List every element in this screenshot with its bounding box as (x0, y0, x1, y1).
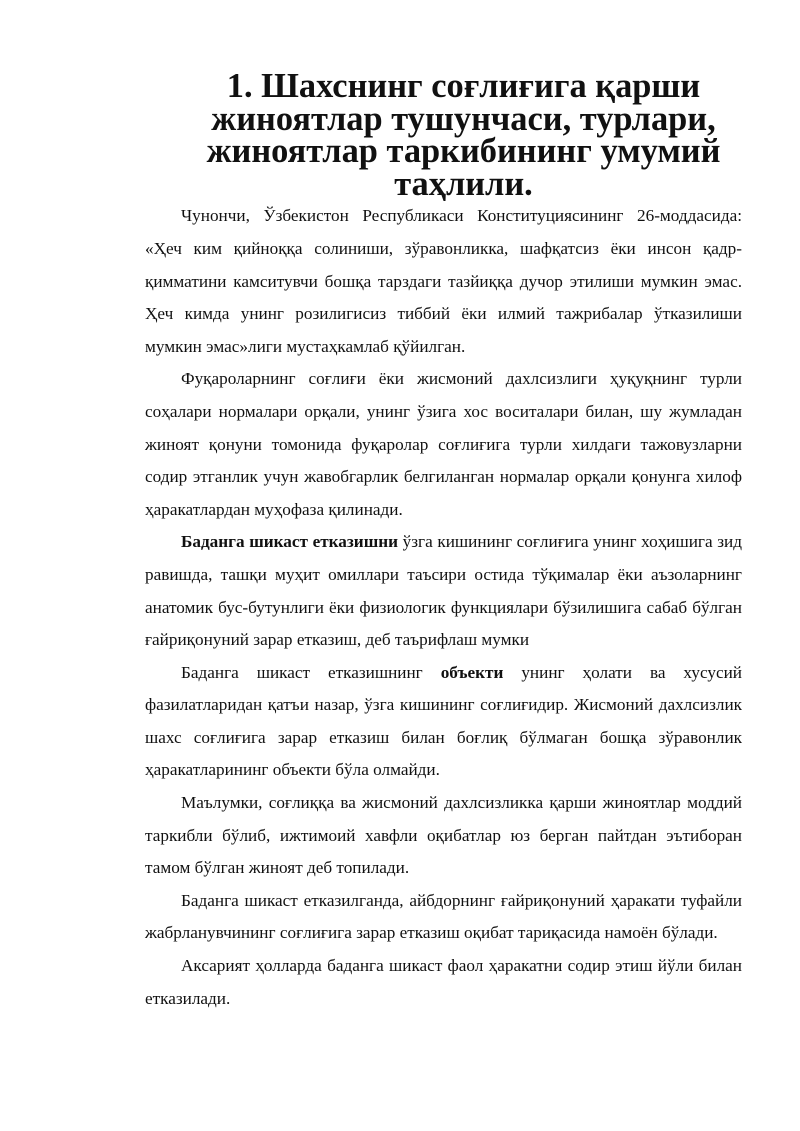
paragraph-text: Маълумки, соғлиққа ва жисмоний дахлсизликка қарши жиноятлар моддий таркибли бўлиб, ижтимоий хавфли оқибатлар юз берган пайтдан эътиборан тамом бўлган жиноят деб топилади. (145, 793, 742, 878)
section-heading-line-2: жиноятлар таркибининг умумий таҳлили. (206, 132, 721, 203)
paragraph-bodily-harm-definition (145, 526, 742, 656)
paragraph-text: унинг ҳолати ва хусусий фазилатларидан қатъи назар, ўзга кишининг соғлиғидир. Жисмоний дахлсизлик шахс соғлиғига зарар етказиш билан боғлиқ бўлмаган бошқа зўравонлик ҳаракатларининг объекти бўла олмайди. (145, 662, 742, 780)
paragraph-material-composition (145, 787, 742, 885)
paragraph-text: ўзга кишининг соғлиғига унинг хоҳишига зид равишда, ташқи муҳит омиллари таъсири остида тўқималар ёки аъзоларнинг анатомик бус-бутунлиги ёки физиологик функциялари бўзилишига сабаб бўлган ғайриқонуний зарар етказиш, деб таърифлаш мумки (145, 532, 742, 650)
paragraph-text: Фуқароларнинг соғлиғи ёки жисмоний дахлсизлиги ҳуқуқнинг турли соҳалари нормалари орқали, унинг ўзига хос воситалари билан, шу жумладан жиноят қонуни томонида фуқаролар соғлиғига турли хилдаги тажовузларни содир этганлик учун жавобгарлик белгиланган нормалар орқали қонунга хилоф ҳаракатлардан муҳофаза қилинади. (145, 369, 742, 519)
paragraph-active-action (145, 950, 742, 1015)
paragraph-text: Баданга шикаст етказилганда, айбдорнинг ғайриқонуний ҳаракати туфайли жабрланувчининг соғлиғига зарар етказиш оқибат тариқасида намоён бўлади. (145, 890, 742, 943)
paragraph-lead: Баданга шикаст етказишнинг (181, 662, 441, 682)
paragraph-health-protection (145, 363, 742, 526)
paragraph-consequence (145, 885, 742, 950)
paragraph-text: Аксарият ҳолларда баданга шикаст фаол ҳаракатни содир этиш йўли билан етказилади. (145, 956, 742, 1008)
bold-term: объекти (440, 662, 504, 682)
paragraph-text: Чунончи, Ўзбекистон Республикаси Конституциясининг 26-моддасида: «Ҳеч ким қийноққа солиниши, зўравонликка, шафқатсиз ёки инсон қадр-қимматини камситувчи бошқа тарздаги тазйиққа дучор этилиши мумкин эмас. Ҳеч кимда унинг розилигисиз тиббий ёки илмий тажрибалар ўтказилиши мумкин эмас»лиги мустаҳкамлаб қўйилган. (145, 206, 742, 356)
section-heading (145, 67, 742, 203)
section-heading-line-1: 1. Шахснинг соғлиғига қарши жиноятлар тушунчаси, турлари, (211, 67, 716, 138)
document-body (145, 67, 742, 1015)
bold-term: Баданга шикаст етказишни (181, 532, 399, 552)
paragraph-constitution (145, 200, 742, 363)
paragraph-object (145, 657, 742, 787)
